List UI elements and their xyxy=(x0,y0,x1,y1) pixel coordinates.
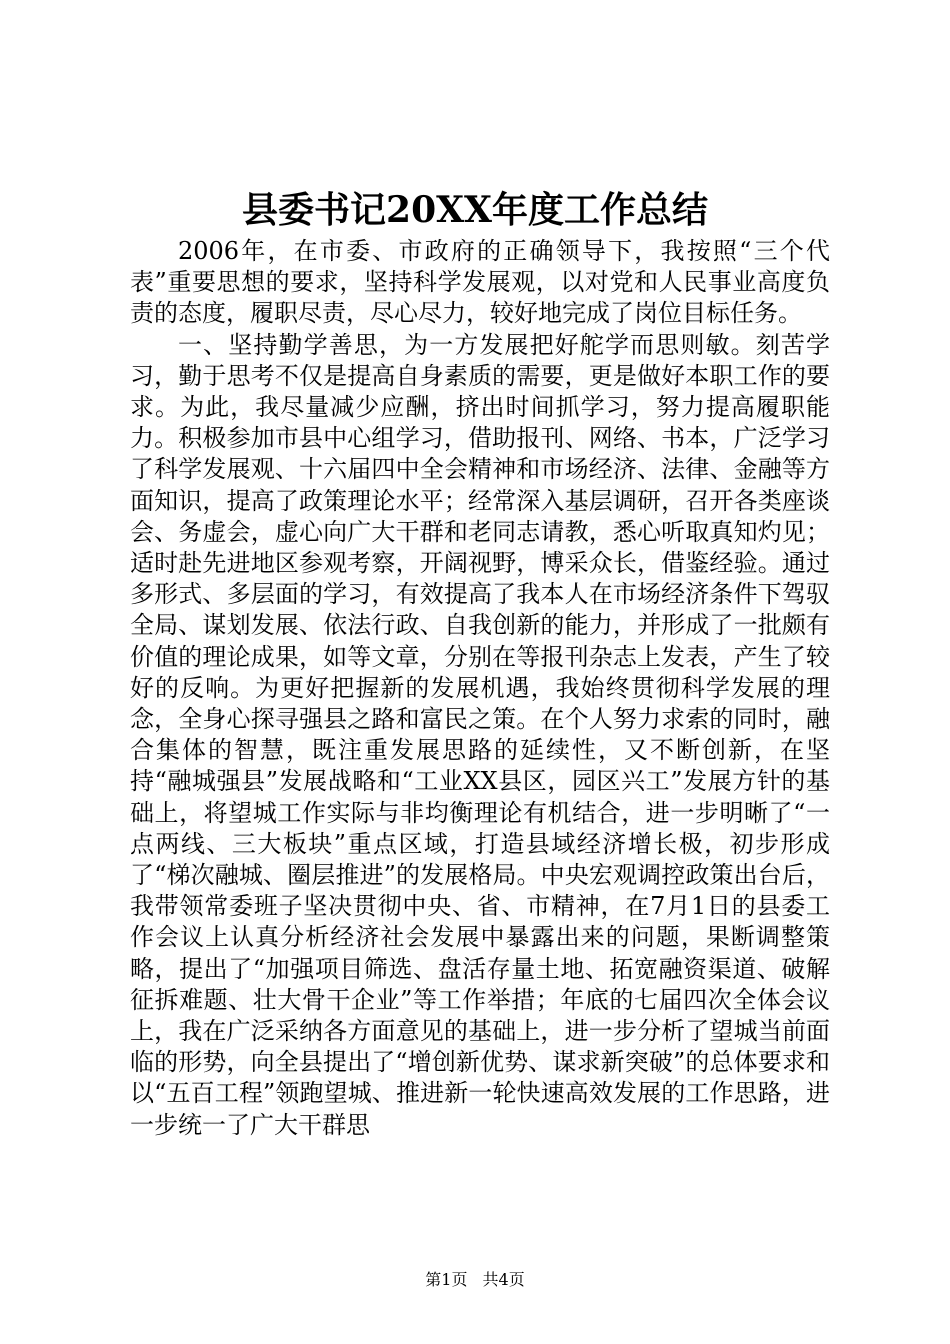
page-number-total: 共4页 xyxy=(482,1270,525,1289)
paragraph-section-one: 一、坚持勤学善思，为一方发展把好舵学而思则敏。刻苦学习，勤于思考不仅是提高自身素质的需要，更是做好本职工作的要求。为此，我尽量减少应酬，挤出时间抓学习，努力提高履职能力。积极参加市县中心组学习，借助报刊、网络、书本，广泛学习了科学发展观、十六届四中全会精神和市场经济、法律、金融等方面知识，提高了政策理论水平；经常深入基层调研，召开各类座谈会、务虚会，虚心向广大干群和老同志请教，悉心听取真知灼见；适时赴先进地区参观考察，开阔视野，博采众长，借鉴经验。通过多形式、多层面的学习，有效提高了我本人在市场经济条件下驾驭全局、谋划发展、依法行政、自我创新的能力，并形成了一批颇有价值的理论成果，如等文章，分别在等报刊杂志上发表，产生了较好的反响。为更好把握新的发展机遇，我始终贯彻科学发展的理念，全身心探寻强县之路和富民之策。在个人努力求索的同时，融合集体的智慧，既注重发展思路的延续性，又不断创新，在坚持“融城强县”发展战略和“工业XX县区，园区兴工”发展方针的基础上，将望城工作实际与非均衡理论有机结合，进一步明晰了“一点两线、三大板块”重点区域，打造县域经济增长极，初步形成了“梯次融城、圈层推进”的发展格局。中央宏观调控政策出台后，我带领常委班子坚决贯彻中央、省、市精神，在7月1日的县委工作会议上认真分析经济社会发展中暴露出来的问题，果断调整策略，提出了“加强项目筛选、盘活存量土地、拓宽融资渠道、破解征拆难题、壮大骨干企业”等工作举措；年底的七届四次全体会议上，我在广泛采纳各方面意见的基础上，进一步分析了望城当前面临的形势，向全县提出了“增创新优势、谋求新突破”的总体要求和以“五百工程”领跑望城、推进新一轮快速高效发展的工作思路，进一步统一了广大干群思 xyxy=(130,330,830,1139)
paragraph-intro: 2006年，在市委、市政府的正确领导下，我按照“三个代表”重要思想的要求，坚持科学发展观，以对党和人民事业高度负责的态度，履职尽责，尽心尽力，较好地完成了岗位目标任务。 xyxy=(130,237,830,328)
document-body xyxy=(130,236,830,1141)
page-footer xyxy=(0,1268,950,1292)
page-number-current: 第1页 xyxy=(425,1270,468,1289)
document-title: 县委书记20XX年度工作总结 xyxy=(242,189,708,231)
